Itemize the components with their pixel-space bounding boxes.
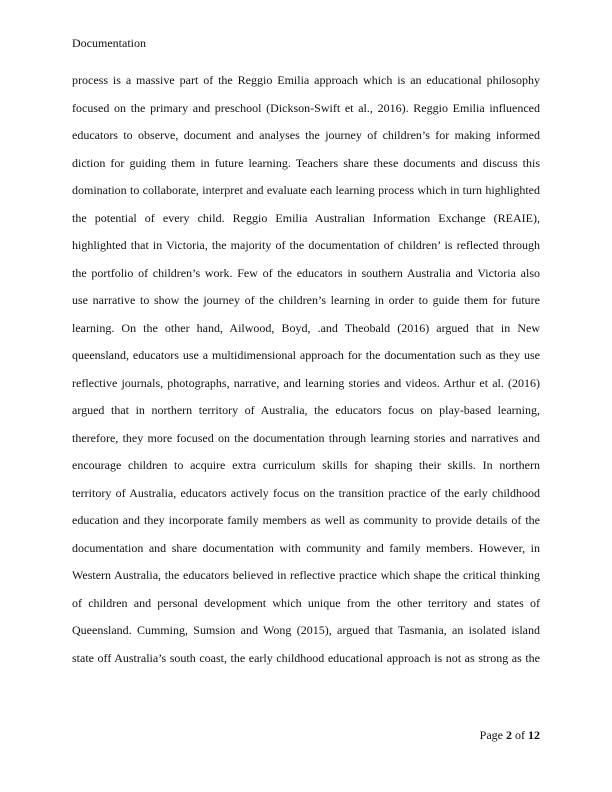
text-line: focused on the primary and preschool (Dickson-Swift et al., 2016). Reggio Emilia influenced — [72, 100, 540, 115]
body-text — [72, 72, 540, 677]
text-line: use narrative to show the journey of the children’s learning in order to guide them for future — [72, 293, 540, 307]
text-line: domination to collaborate, interpret and evaluate each learning process which in turn highlighted — [72, 183, 540, 197]
page-current: 2 — [506, 728, 512, 742]
page-number — [480, 728, 540, 743]
text-line: Queensland. Cumming, Sumsion and Wong (2015), argued that Tasmania, an isolated island — [72, 623, 540, 637]
page-header: Documentation — [72, 36, 146, 50]
text-line: learning. On the other hand, Ailwood, Boyd, .and Theobald (2016) argued that in New — [72, 320, 540, 335]
text-line: argued that in northern territory of Australia, the educators focus on play-based learning, — [72, 403, 540, 417]
text-line: the potential of every child. Reggio Emilia Australian Information Exchange (REAIE), — [72, 210, 540, 225]
text-line: territory of Australia, educators actively focus on the transition practice of the early childhood — [72, 485, 540, 500]
text-line: reflective journals, photographs, narrative, and learning stories and videos. Arthur et al. (2016) — [72, 375, 540, 390]
text-line: the portfolio of children’s work. Few of the educators in southern Australia and Victoria also — [72, 265, 540, 280]
page-sep: of — [512, 728, 528, 742]
text-line: process is a massive part of the Reggio Emilia approach which is an educational philosophy — [72, 73, 540, 87]
page-prefix: Page — [479, 728, 506, 742]
text-line: of children and personal development which unique from the other territory and states of — [72, 595, 540, 610]
text-line: highlighted that in Victoria, the majority of the documentation of children’ is reflected through — [72, 238, 540, 252]
text-line: Western Australia, the educators believed in reflective practice which shape the critical thinking — [72, 568, 540, 582]
text-line: queensland, educators use a multidimensional approach for the documentation such as they use — [72, 348, 540, 362]
text-line: diction for guiding them in future learning. Teachers share these documents and discuss this — [72, 155, 540, 170]
text-line: therefore, they more focused on the documentation through learning stories and narratives and — [72, 430, 540, 445]
text-line: encourage children to acquire extra curriculum skills for shaping their skills. In northern — [72, 458, 540, 472]
text-line: educators to observe, document and analyses the journey of children’s for making informed — [72, 128, 540, 142]
text-line: documentation and share documentation with community and family members. However, in — [72, 540, 540, 555]
text-line: education and they incorporate family members as well as community to provide details of the — [72, 513, 540, 527]
page-total: 12 — [528, 728, 540, 742]
text-line: state off Australia’s south coast, the early childhood educational approach is not as strong as the — [72, 650, 540, 665]
